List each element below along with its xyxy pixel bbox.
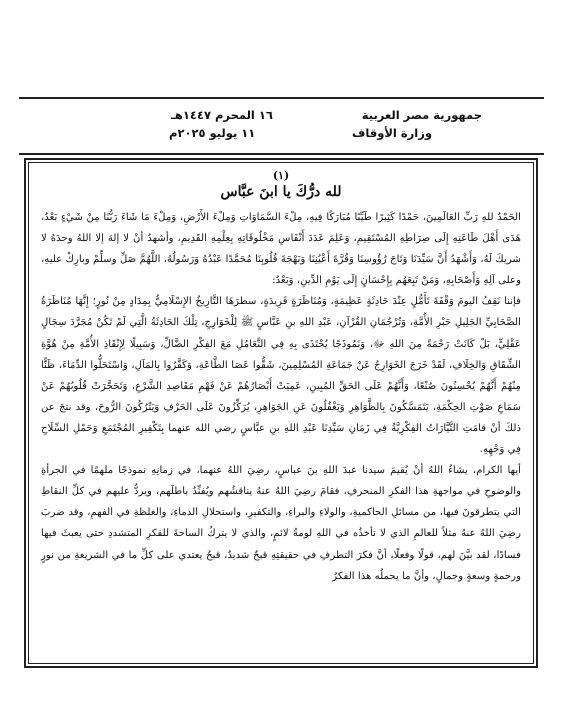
article-paragraph: أيها الكرام، يشاءُ اللهُ أنْ يُقيمَ سيدنا عبدَ اللهِ بنَ عباسٍ، رضِيَ اللهُ عنهما، في زمانِهِ نموذجًا ملهمًا في الجرأةِ والوضوحِ في مواجهةِ هذا الفكرِ المنحرفِ، فقامَ رضِيَ اللهُ عنهُ يناقشُهم ويُفنِّدُ باطلَهم، ويردُّ عليهم في كلِّ النقاطِ التي يتطرقونَ فيها، من مسائلِ الحاكميةِ، والولاءِ والبراءِ، والتكفيرِ، واستحلالِ الدماءِ، والغلظةِ في الفهمِ، وقد ضربَ رضِيَ اللهُ عنهُ مثلاً للعالمِ الذي لا تأخذُه في اللهِ لومةُ لائمٍ، والذي لا يتركُ الساحةَ للفكرِ المتشددِ حتى يعبثَ فيها فسادًا، لقد بيَّنَ لهم، قولًا وفعلًا، أنَّ فكرَ التطرفِ في حقيقتِهِ قبحٌ شديدٌ، قبحٌ يعتدي على كلِّ ما في الشريعةِ من نورٍ ورحمةٍ وسعةٍ وجمالٍ، وأنَّ ما يحملُه هذا الفكرُ xyxy=(41,465,521,582)
article-title: لله درُّكَ يا ابنَ عبَّاس xyxy=(220,184,342,200)
article-inner-border xyxy=(28,162,534,664)
gregorian-date: ١١ يوليو ٢٠٢٥م xyxy=(169,126,256,140)
hijri-date: ١٦ المحرم ١٤٤٧هـ xyxy=(171,108,273,122)
article-paragraph: فإننا نَقِفُ اليومَ وَقْفَةَ تَأَمُّلٍ عِنْدَ حَادِثَةٍ عَظِيمَةٍ، وَمُنَاظَرَةٍ فَرِيدَةٍ، سطرَهَا التَّارِيخُ الإِسْلَامِيُّ بِمِدَادٍ مِنْ نُورٍ؛ إِنَّهَا مُنَاظَرَةُ الصَّحَابِيِّ الجَلِيلِ حَبْرِ الأُمَّةِ، وَتُرْجُمَانِ القُرْآنِ، عَبْدِ اللهِ بنِ عَبَّاسٍ ﷺ لِلْخَوَارِجِ، تِلْكَ الحَادِثَةُ الَّتِي لَمْ تَكُنْ مُجَرَّدَ سِجَالٍ عَقْلِيٍّ، بَلْ كَانَتْ رَحْمَةً مِنَ اللهِ ﷻ، وَنَمُوذَجًا يُحْتَذَى بِهِ فِي التَّعَامُلِ مَعَ الفِكْرِ الضَّالِّ، وَسَبِيلًا لِإِنْقَاذِ الأُمَّةِ مِنْ هُوَّةِ الشِّقَاقِ وَالخِلَافِ، لَقَدْ خَرَجَ الخَوَارِجُ عَنْ جَمَاعَةِ المُسْلِمِينَ، شَقُّوا عَصَا الطَّاعَةِ، وَكَفَّرُوا بِالمَآلِ، وَاسْتَحَلُّوا الدِّمَاءَ، ظَنًّا مِنْهُمْ أَنَّهُمْ يُحْسِنُونَ صُنْعًا، وَأَنَّهُمْ عَلَى الحَقِّ المُبِينِ، عَمِيَتْ أَبْصَارُهُمْ عَنْ فَهْمِ مَقَاصِدِ الشَّرْعِ، وَتَحَجَّرَتْ قُلُوبُهُمْ عَنْ سَمَاعِ صَوْتِ الحِكْمَةِ، يَتَمَسَّكُونَ بِالظَّوَاهِرِ وَيَغْفُلُونَ عَنِ الجَوَاهِرِ، يُرَكِّزُونَ عَلَى الحَرْفِ وَيَتْرُكُونَ الرُّوحَ، وقد نتجَ عن ذلكَ أنْ قامَتِ التَّيَّارَاتُ الفِكْرِيَّةُ فِي زَمَانِ سَيِّدِنَا عَبْدِ اللهِ بنِ عبَّاسٍ رضي الله عنهما بِتَكْفِيرِ المُجْتَمَعِ وَحَمْلِ السِّلَاحِ فِي وَجْهِهِ. xyxy=(41,296,521,456)
article-number: (١) xyxy=(272,169,290,182)
article-frame xyxy=(24,158,538,668)
document-header xyxy=(19,97,544,155)
article-body xyxy=(41,207,521,587)
ministry-name: وزارة الأوقاف xyxy=(352,126,432,140)
country-name: جمهورية مصر العربية xyxy=(361,108,482,122)
article-paragraph: الحَمْدُ للهِ رَبِّ العَالَمِينَ، حَمْدًا كَثِيرًا طَيِّبًا مُبَارَكًا فِيهِ، مِلْءَ السَّمَاوَاتِ وَمِلْءَ الأَرْضِ، وَمِلْءَ مَا شَاءَ رَبُّنَا مِنْ شَيْءٍ بَعْدُ، هَدَى أَهْلَ طَاعَتِهِ إِلَى صِرَاطِهِ المُسْتَقِيمِ، وَعَلِمَ عَدَدَ أَنْفَاسِ مَخْلُوقَاتِهِ بِعِلْمِهِ القَدِيمِ، وأشهدُ أنْ لا إلهَ إلا اللهُ وحدَهُ لا شريكَ لَهُ، وَأَشْهَدُ أَنَّ سَيِّدَنَا وَتَاجَ رُؤُوسِنَا وَقُرَّةَ أَعْيُنِنَا وَبَهْجَةَ قُلُوبِنَا مُحَمَّدًا عَبْدُهُ وَرَسُولُهُ، اللَّهُمَّ صَلِّ وسلِّمْ وبارِكْ عليهِ، وعلى آلِهِ وَأَصْحَابِهِ، وَمَنْ تَبِعَهُم بِإِحْسَانٍ إِلَى يَوْمِ الدِّينِ، وَبَعْدُ: xyxy=(41,212,521,287)
